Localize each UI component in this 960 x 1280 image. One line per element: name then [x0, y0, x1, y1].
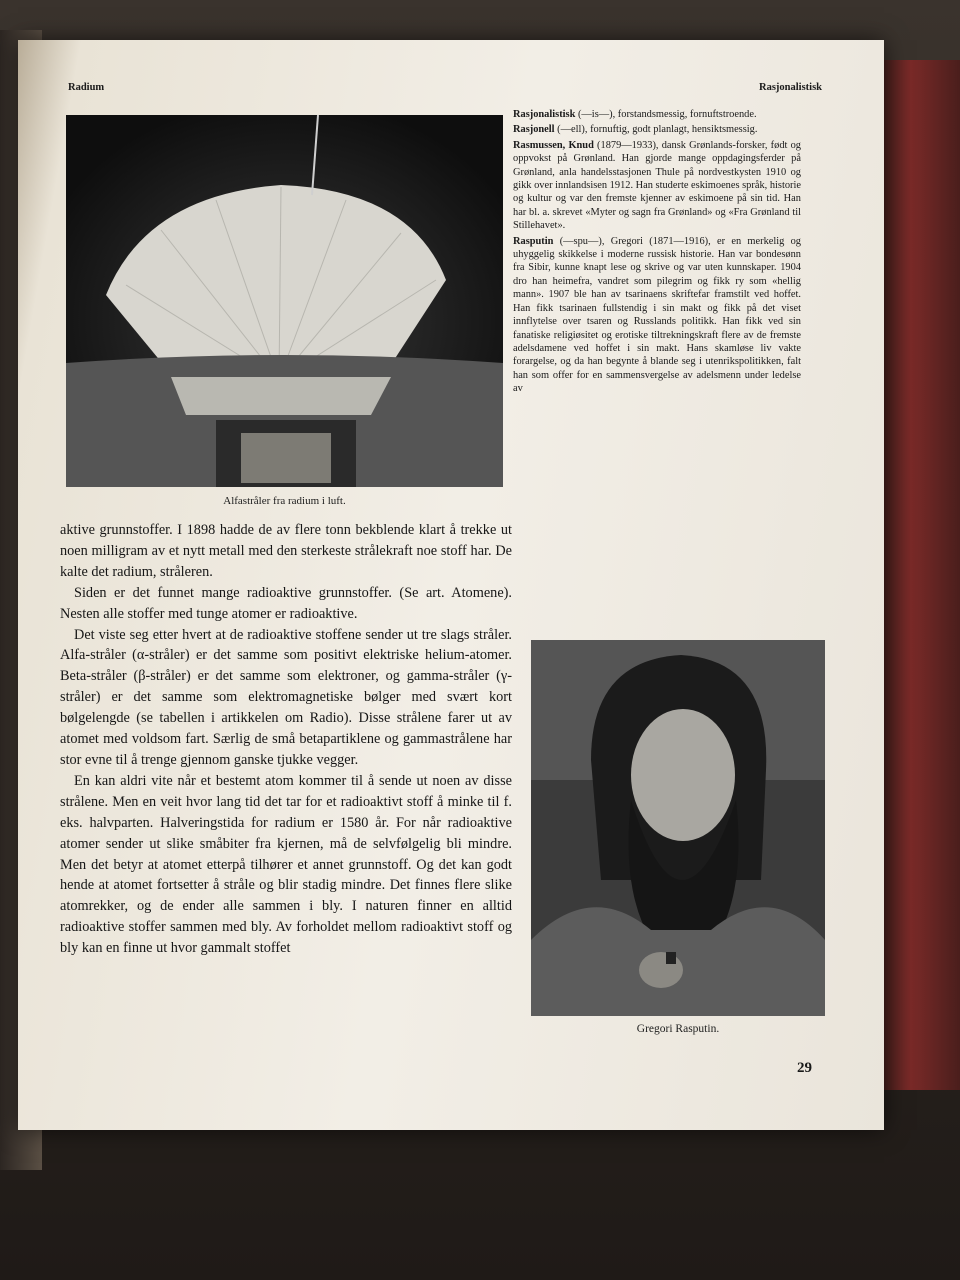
entry-text: (—spu—), Gregori (1871—1916), er en merkelig og uhyggelig skikkelse i moderne russisk historie. Han var bondesønn fra Sibir, kunne knapt lese og skrive og var uten kunnskaper. 1904 dro han heimefra, vandret som pilegrim og fikk ry som «hellig mann». 1907 ble han av tsarinaens skriftefar framstilt ved hoffet. Han fikk tsarinaen fullstendig i sin makt og fikk på det viset innflytelse over tsaren og Russlands politikk. Han fikk ved sin fanatiske religiøsitet og erotiske tiltrekningskraft flere av de fremste adelsdamene ved hoffet i sin makt. Hans skamløse liv vakte forargelse, og da han begynte å blande seg i utenrikspolitikken, falt han som offer for en sammensvergelse av adelsmenn under ledelse av: [513, 235, 801, 395]
book-page: [18, 40, 884, 1130]
alpha-rays-image: [66, 115, 503, 487]
running-head-left: Radium: [68, 82, 105, 93]
paragraph-3: Det viste seg etter hvert at de radioaktive stoffene sender ut tre slags stråler. Alfa-stråler (α-stråler) er det samme som positivt elektriske helium-atomer. Beta-stråler (β-stråler) er det samme som elektroner, og gamma-stråler (γ-stråler) er det samme som elektromagnetiske bølger med svært kort bølgelengde (se tabellen i artikkelen om Radio). Disse strålene farer ut av atomet med voldsom fart. Særlig de små betapartiklene og gammastrålene har stor evne til å trenge gjennom ganske tjukke vegger.: [60, 626, 512, 768]
rasputin-photo: [531, 640, 825, 1016]
rasputin-caption: Gregori Rasputin.: [636, 1023, 720, 1035]
alpha-rays-caption: Alfastråler fra radium i luft.: [223, 495, 346, 507]
rasputin-portrait-image: [531, 640, 825, 1016]
right-column: [513, 108, 801, 398]
paragraph-4: En kan aldri vite når et bestemt atom kommer til å sende ut noen av disse strålene. Men en veit hvor lang tid det tar for et radioaktivt stoff å minke til f. eks. halvparten. Halveringstida for radium er 1580 år. For når radioaktive atomer sender ut slike småbiter fra kjernen, må de selvfølgelig bli mindre. Men det betyr at atomet etterpå tilhører et annet grunnstoff. Og det kan godt hende at atomet fortsetter å stråle og blir stadig mindre. Det finnes flere slike atomrekker, og de ender alle sammen i bly. I naturen finner en alltid radioaktive stoffer sammen med bly. Av forholdet mellom radioaktivt stoff og bly kan en finne ut hvor gammalt stoffet: [60, 772, 512, 957]
entry-rasputin: [513, 235, 801, 396]
entry-rasjonalistisk: [513, 108, 801, 121]
page-number: 29: [797, 1060, 812, 1076]
entry-text: (—ell), fornuftig, godt planlagt, hensiktsmessig.: [554, 124, 758, 136]
entry-headword: Rasjonalistisk: [513, 109, 576, 120]
entry-text: (—is—), forstandsmessig, fornuftstroende.: [575, 109, 757, 120]
entry-headword: Rasjonell: [513, 124, 555, 136]
book-cover-edge: [878, 60, 960, 1090]
entry-rasmussen: [513, 139, 801, 233]
entry-headword: Rasputin: [513, 235, 554, 247]
alpha-rays-photo: [66, 115, 503, 487]
paragraph-2: Siden er det funnet mange radioaktive grunnstoffer. (Se art. Atomene). Nesten alle stoffer med tunge atomer er radioaktive.: [60, 584, 512, 622]
entry-rasjonell: [513, 123, 801, 136]
running-head-right: Rasjonalistisk: [758, 82, 822, 93]
left-column: [60, 520, 512, 959]
entry-text: (1879—1933), dansk Grønlands-forsker, født og oppvokst på Grønland. Han gjorde mange oppdagingsferder på Grønland, anla handelsstasjonen Thule på nordvestkysten 1910 og gikk over innlandsisen 1912. Han studerte eskimoenes språk, historie og kultur og var den fremste kjenner av eskimoene på sin tid. Han har bl. a. skrevet «Myter og sagn fra Grønland» og «Fra Grønland til Stillehavet».: [513, 139, 801, 232]
paragraph-1: aktive grunnstoffer. I 1898 hadde de av flere tonn bekblende klart å trekke ut noen milligram av et nytt metall med den sterkeste strålekraft noe stoff har. De kalte det radium, stråleren.: [60, 522, 512, 580]
entry-headword: Rasmussen, Knud: [513, 139, 594, 151]
